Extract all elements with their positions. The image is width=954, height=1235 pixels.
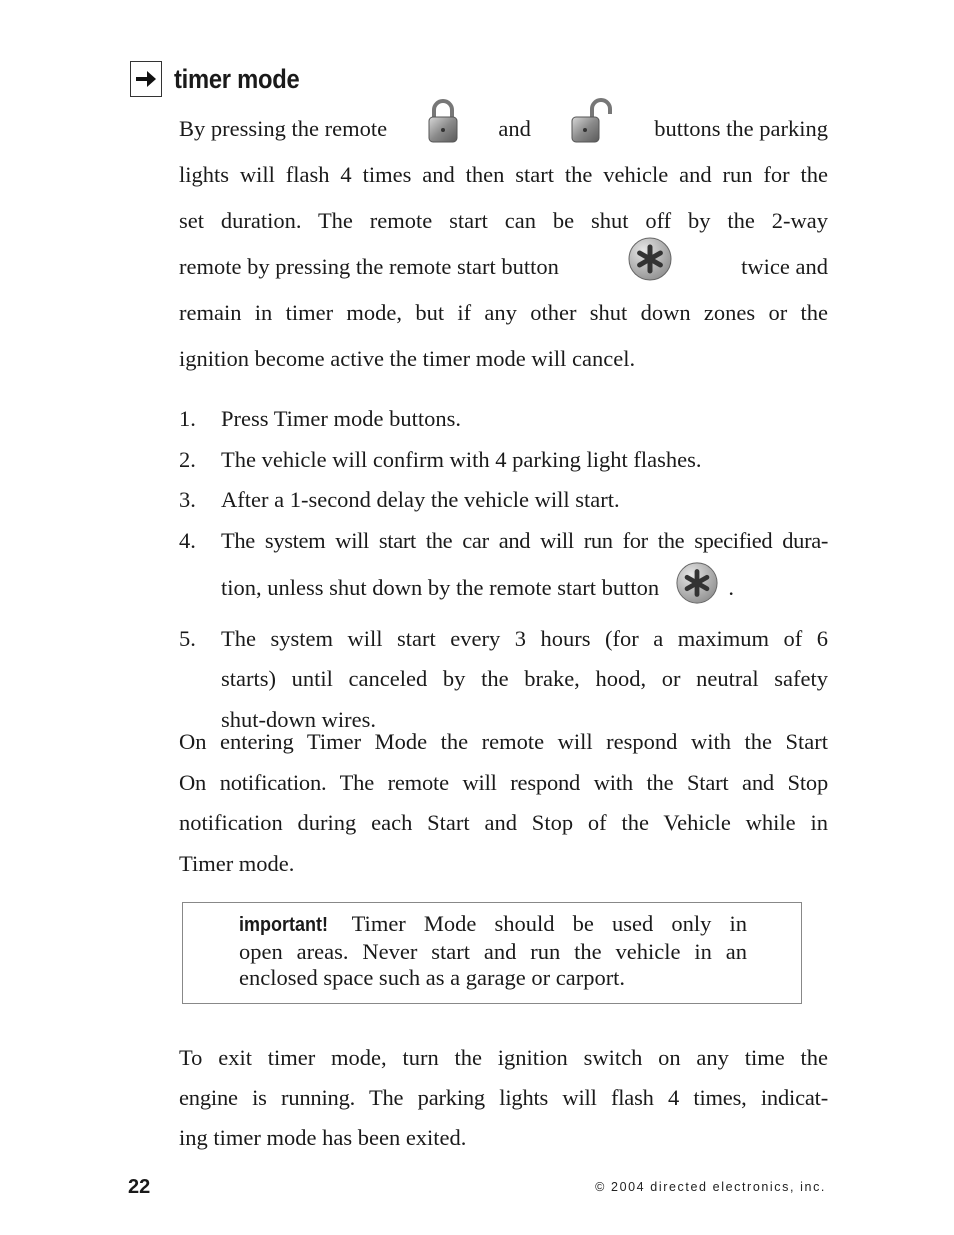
lock-icon — [426, 98, 460, 160]
step-line: tion, unless shut down by the remote start button — [221, 574, 660, 600]
intro-line-1 — [179, 106, 828, 152]
step-text: The vehicle will confirm with 4 parking light flashes. — [221, 446, 702, 472]
step-text: Press Timer mode buttons. — [221, 406, 462, 431]
step-number: 5. — [179, 625, 196, 651]
step-text — [221, 521, 828, 619]
paragraph-line: open areas. Never start and run the vehicle in an — [239, 938, 747, 964]
paragraph-line: On entering Timer Mode the remote will respond with the Start — [179, 729, 828, 754]
list-item — [179, 399, 828, 440]
list-item — [179, 440, 828, 481]
paragraph-line: Timer mode. — [179, 850, 295, 876]
step-number: 1. — [179, 406, 196, 431]
step-number: 3. — [179, 487, 196, 512]
important-line: Timer Mode should be used only in — [351, 911, 747, 936]
paragraph-line: enclosed space such as a garage or carport. — [239, 965, 626, 990]
paragraph-line: ing timer mode has been exited. — [179, 1125, 467, 1150]
step-line-end: . — [728, 574, 734, 600]
paragraph-line: notification during each Start and Stop of the Vehicle while in — [179, 810, 828, 835]
step-number: 2. — [179, 446, 196, 472]
arrow-right-icon — [130, 61, 162, 97]
paragraph-line — [239, 911, 747, 939]
step-number: 4. — [179, 527, 196, 553]
important-label: important! — [239, 914, 329, 936]
step-line: The system will start the car and will run for the specified dura- — [221, 527, 828, 553]
remote-start-icon — [675, 561, 719, 619]
intro-text: twice and — [741, 254, 828, 279]
paragraph-line: engine is running. The parking lights will flash 4 times, indicat- — [179, 1085, 828, 1110]
notification-paragraph — [179, 722, 828, 884]
page-title: timer mode — [174, 63, 300, 94]
intro-line-3: set duration. The remote start can be shut off by the 2-way — [179, 208, 828, 233]
step-line: The system will start every 3 hours (for a maximum of 6 — [221, 625, 828, 651]
step-line: starts) until canceled by the brake, hood, or neutral safety — [221, 666, 828, 691]
paragraph-line: On notification. The remote will respond with the Start and Stop — [179, 769, 828, 795]
paragraph-line: To exit timer mode, turn the ignition switch on any time the — [179, 1045, 828, 1070]
step-line: shut-down wires. — [221, 706, 376, 732]
intro-text: By pressing the remote — [179, 116, 388, 141]
important-notice — [182, 902, 802, 1004]
intro-line-6: ignition become active the timer mode will cancel. — [179, 346, 636, 371]
intro-paragraph — [179, 106, 828, 382]
unlock-icon — [570, 98, 616, 160]
important-text — [239, 911, 747, 992]
intro-line-5: remain in timer mode, but if any other shut down zones or the — [179, 300, 828, 325]
intro-text: and — [498, 116, 531, 141]
intro-line-2: lights will flash 4 times and then start the vehicle and run for the — [179, 162, 828, 187]
exit-paragraph — [179, 1038, 828, 1158]
section-heading — [130, 61, 317, 97]
intro-text: buttons the parking — [654, 116, 828, 141]
intro-text: remote by pressing the remote start button — [179, 254, 559, 279]
remote-start-icon — [627, 236, 673, 298]
page-number: 22 — [128, 1176, 151, 1198]
list-item — [179, 480, 828, 521]
steps-list — [179, 399, 828, 740]
step-text: After a 1-second delay the vehicle will start. — [221, 487, 620, 512]
intro-line-4 — [179, 244, 828, 290]
copyright: © 2004 directed electronics, inc. — [595, 1180, 826, 1194]
list-item — [179, 521, 828, 619]
